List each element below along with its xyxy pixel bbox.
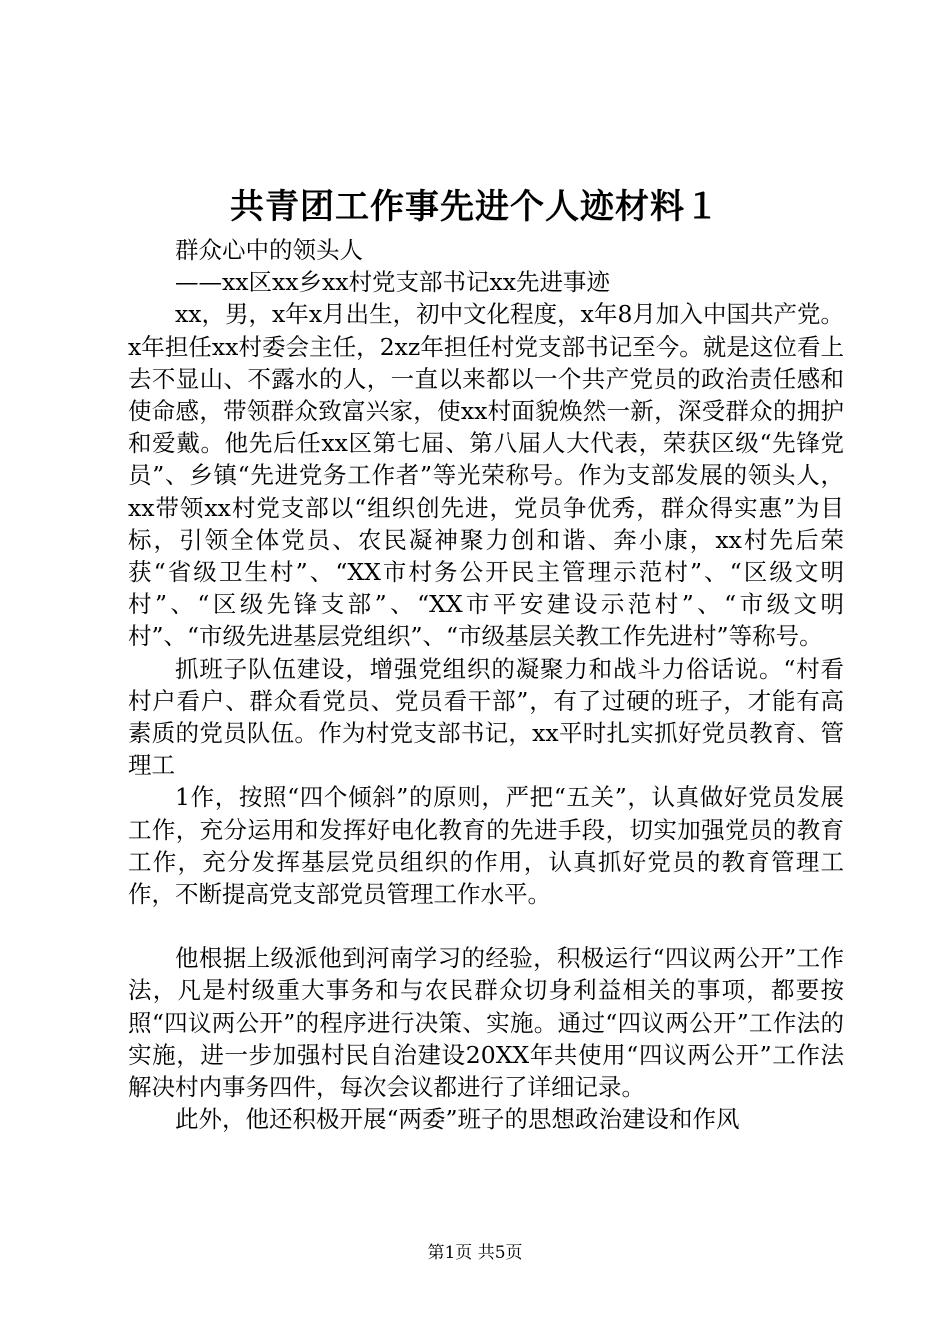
page-number-footer: 第1页 共5页 [427,1243,523,1263]
subtitle-heading: 群众心中的领头人 [175,236,363,264]
paragraph-style-building: 此外，他还积极开展“两委”班子的思想政治建设和作风 [175,1105,740,1134]
paragraph-party-education: 1作，按照“四个倾斜”的原则，严把“五关”，认真做好党员发展工作，充分运用和发挥好电化教育的先进手段，切实加强党员的教育工作，充分发挥基层党员组织的作用，认真抓好党员的教育管理工作，不断提高党支部党员管理工作水平。 [128,783,844,909]
subtitle-byline: ——xx区xx乡xx村党支部书记xx先进事迹 [175,268,611,297]
document-title: 共青团工作事先进个人迹材料１ [230,187,720,227]
paragraph-intro: xx，男，x年x月出生，初中文化程度，x年8月加入中国共产党。x年担任xx村委会主任，2xz年担任村党支部书记至今。就是这位看上去不显山、不露水的人，一直以来都以一个共产党员的政治责任感和使命感，带领群众致富兴家，使xx村面貌焕然一新，深受群众的拥护和爱戴。他先后任xx区第七届、第八届人大代表，荣获区级“先锋党员”、乡镇“先进党务工作者”等光荣称号。作为支部发展的领头人，xx带领xx村党支部以“组织创先进，党员争优秀，群众得实惠”为目标，引领全体党员、农民凝神聚力创和谐、奔小康，xx村先后荣获“省级卫生村”、“XX市村务公开民主管理示范村”、“区级文明村”、“区级先锋支部”、“XX市平安建设示范村”、“市级文明村”、“市级先进基层党组织”、“市级基层关教工作先进村”等称号。 [128,300,844,651]
document-body [128,234,844,1135]
paragraph-team-building: 抓班子队伍建设，增强党组织的凝聚力和战斗力俗话说。“村看村户看户、群众看党员、党员看干部”，有了过硬的班子，才能有高素质的党员队伍。作为村党支部书记，xx平时扎实抓好党员教育、管理工 [128,654,844,780]
paragraph-four-discussions: 他根据上级派他到河南学习的经验，积极运行“四议两公开”工作法，凡是村级重大事务和与农民群众切身利益相关的事项，都要按照“四议两公开”的程序进行决策、实施。通过“四议两公开”工作法的实施，进一步加强村民自治建设20XX年共使用“四议两公开”工作法解决村内事务四件，每次会议都进行了详细记录。 [128,944,844,1102]
